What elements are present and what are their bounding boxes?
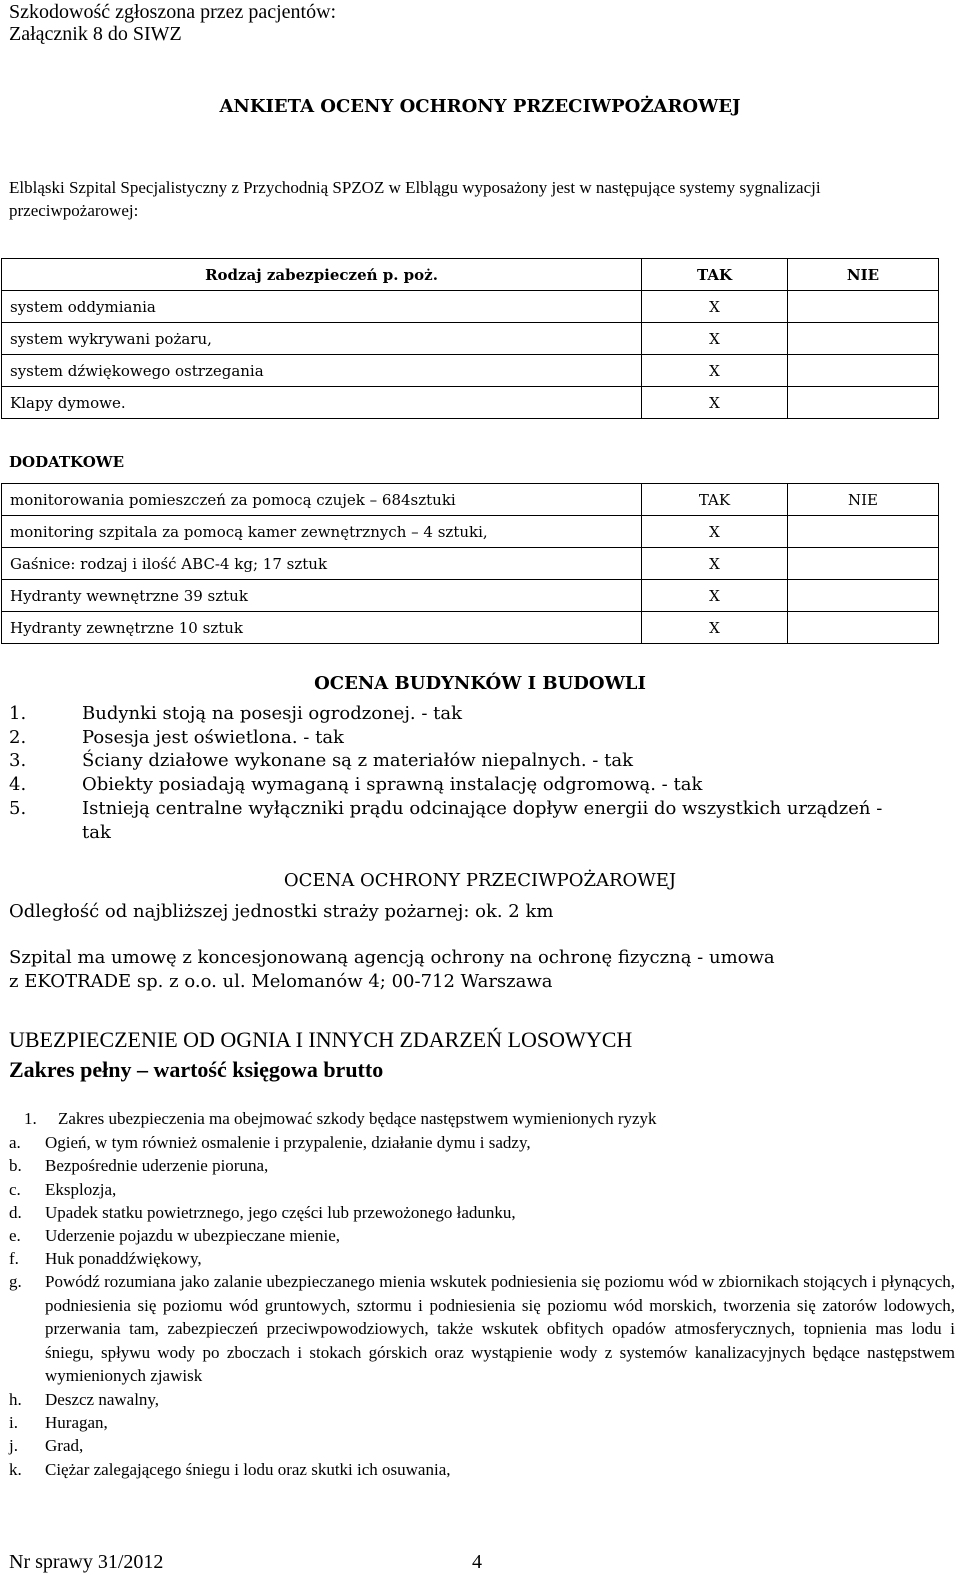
- list-item-text: Bezpośrednie uderzenie pioruna,: [45, 1156, 269, 1175]
- table-row: [2, 323, 939, 355]
- table-cell: Hydranty zewnętrzne 10 sztuk: [2, 612, 642, 644]
- list-item-number: 2.: [9, 727, 27, 748]
- table-cell: monitoring szpitala za pomocą kamer zewnętrznych – 4 sztuki,: [2, 516, 642, 548]
- list-item-number: c.: [9, 1180, 21, 1199]
- document-title: ANKIETA OCENY OCHRONY PRZECIWPOŻAROWEJ: [219, 96, 741, 117]
- table-row: [2, 580, 939, 612]
- header-line-1: Szkodowość zgłoszona przez pacjentów:: [9, 1, 337, 23]
- table-row: [2, 516, 939, 548]
- dodatkowe-heading: DODATKOWE: [9, 453, 125, 471]
- list-item: [9, 1270, 955, 1388]
- list-item-number: g.: [9, 1272, 22, 1291]
- page-number: 4: [472, 1551, 482, 1573]
- list-item-text: Eksplozja,: [45, 1180, 117, 1199]
- table-cell: X: [642, 516, 788, 548]
- table-cell: X: [642, 323, 788, 355]
- list-item-number: b.: [9, 1156, 22, 1175]
- list-item-text: Ogień, w tym również osmalenie i przypalenie, działanie dymu i sadzy,: [45, 1133, 531, 1152]
- security-contract-line-2: z EKOTRADE sp. z o.o. ul. Melomanów 4; 00-712 Warszawa: [9, 971, 553, 992]
- budynki-heading: OCENA BUDYNKÓW I BUDOWLI: [314, 673, 646, 694]
- table-cell: system wykrywani pożaru,: [2, 323, 642, 355]
- insurance-title: UBEZPIECZENIE OD OGNIA I INNYCH ZDARZEŃ LOSOWYCH: [9, 1027, 633, 1052]
- list-item-number: 1.: [24, 1109, 37, 1128]
- table-cell: [788, 516, 939, 548]
- fire-protection-table: [1, 258, 939, 419]
- table-header-cell: monitorowania pomieszczeń za pomocą czujek – 684sztuki: [2, 484, 642, 516]
- table-row: [2, 291, 939, 323]
- list-item-text: Huk ponaddźwiękowy,: [45, 1249, 202, 1268]
- list-item-text: Istnieją centralne wyłączniki prądu odcinające dopływ energii do wszystkich urządzeń -: [82, 798, 883, 819]
- table-cell: system dźwiękowego ostrzegania: [2, 355, 642, 387]
- table-cell: [788, 323, 939, 355]
- table-header-cell: TAK: [642, 484, 788, 516]
- table-cell: system oddymiania: [2, 291, 642, 323]
- list-item-number: i.: [9, 1413, 18, 1432]
- list-item-text: Deszcz nawalny,: [45, 1390, 160, 1409]
- table-row: [2, 355, 939, 387]
- table-header-cell: NIE: [788, 484, 939, 516]
- list-item-text: Ciężar zalegającego śniegu i lodu oraz skutki ich osuwania,: [45, 1460, 451, 1479]
- table-cell: X: [642, 387, 788, 419]
- list-item-text: Budynki stoją na posesji ogrodzonej. - tak: [82, 703, 463, 724]
- table-cell: [788, 291, 939, 323]
- table-header-row: [2, 259, 939, 291]
- list-item-text: Grad,: [45, 1436, 84, 1455]
- table-cell: X: [642, 355, 788, 387]
- table-cell: X: [642, 291, 788, 323]
- list-item-text: Obiekty posiadają wymaganą i sprawną instalację odgromową. - tak: [82, 774, 703, 795]
- table-header-cell: NIE: [788, 259, 939, 291]
- list-item-number: d.: [9, 1203, 22, 1222]
- list-item-number: 1.: [9, 703, 27, 724]
- list-item-number: 4.: [9, 774, 27, 795]
- list-item-text: Posesja jest oświetlona. - tak: [82, 727, 344, 748]
- list-item-text: Ściany działowe wykonane są z materiałów niepalnych. - tak: [82, 750, 633, 771]
- table-cell: [788, 355, 939, 387]
- list-item-text: Zakres ubezpieczenia ma obejmować szkody będące następstwem wymienionych ryzyk: [58, 1109, 657, 1128]
- table-cell: Hydranty wewnętrzne 39 sztuk: [2, 580, 642, 612]
- table-row: [2, 612, 939, 644]
- table-cell: Gaśnice: rodzaj i ilość ABC-4 kg; 17 sztuk: [2, 548, 642, 580]
- table-header-cell: Rodzaj zabezpieczeń p. poż.: [2, 259, 642, 291]
- list-item-number: f.: [9, 1249, 19, 1268]
- list-item-number: a.: [9, 1133, 21, 1152]
- table-cell: [788, 580, 939, 612]
- list-item-text: Huragan,: [45, 1413, 108, 1432]
- table-cell: Klapy dymowe.: [2, 387, 642, 419]
- list-item-number: k.: [9, 1460, 22, 1479]
- table-cell: [788, 612, 939, 644]
- insurance-subtitle: Zakres pełny – wartość księgowa brutto: [9, 1057, 384, 1082]
- ochrona-heading: OCENA OCHRONY PRZECIWPOŻAROWEJ: [283, 870, 677, 891]
- table-cell: [788, 548, 939, 580]
- intro-paragraph: Elbląski Szpital Specjalistyczny z Przychodnią SPZOZ w Elblągu wyposażony jest w następujące systemy sygnalizacji przeciwpożarowej:: [9, 178, 821, 220]
- list-item-text: Powódź rozumiana jako zalanie ubezpieczanego mienia wskutek podniesienia się poziomu wód w zbiornikach stojących i płynących, podniesienia się poziomu wód gruntowych, sztormu i podniesienia się poziomu wód morskich, tworzenia się zatorów lodowych, przerwania tam, zabezpieczeń przeciwpowodziowych, także wskutek obfitych opadów atmosferycznych, topnienia mas lodu i śniegu, spływu wody po zboczach i stokach górskich oraz wystąpienie wody z systemów kanalizacyjnych będące następstwem wymienionych zjawisk: [45, 1272, 955, 1385]
- list-item-text: Uderzenie pojazdu w ubezpieczane mienie,: [45, 1226, 340, 1245]
- table-row: [2, 387, 939, 419]
- list-item-number: j.: [9, 1436, 18, 1455]
- list-item-number: 5.: [9, 798, 27, 819]
- table-header-row: [2, 484, 939, 516]
- security-contract-line-1: Szpital ma umowę z koncesjonowaną agencją ochrony na ochronę fizyczną - umowa: [9, 947, 775, 968]
- additional-protection-table: [1, 483, 939, 644]
- table-cell: [788, 387, 939, 419]
- list-item-number: h.: [9, 1390, 22, 1409]
- table-header-cell: TAK: [642, 259, 788, 291]
- list-item-text: Upadek statku powietrznego, jego części lub przewożonego ładunku,: [45, 1203, 516, 1222]
- fire-station-distance: Odległość od najbliższej jednostki straży pożarnej: ok. 2 km: [9, 901, 554, 922]
- table-cell: X: [642, 612, 788, 644]
- table-cell: X: [642, 548, 788, 580]
- table-cell: X: [642, 580, 788, 612]
- list-item-text: tak: [82, 822, 111, 843]
- table-row: [2, 548, 939, 580]
- list-item-number: 3.: [9, 750, 27, 771]
- case-number: Nr sprawy 31/2012: [9, 1551, 164, 1573]
- header-line-2: Załącznik 8 do SIWZ: [9, 23, 182, 45]
- list-item-number: e.: [9, 1226, 21, 1245]
